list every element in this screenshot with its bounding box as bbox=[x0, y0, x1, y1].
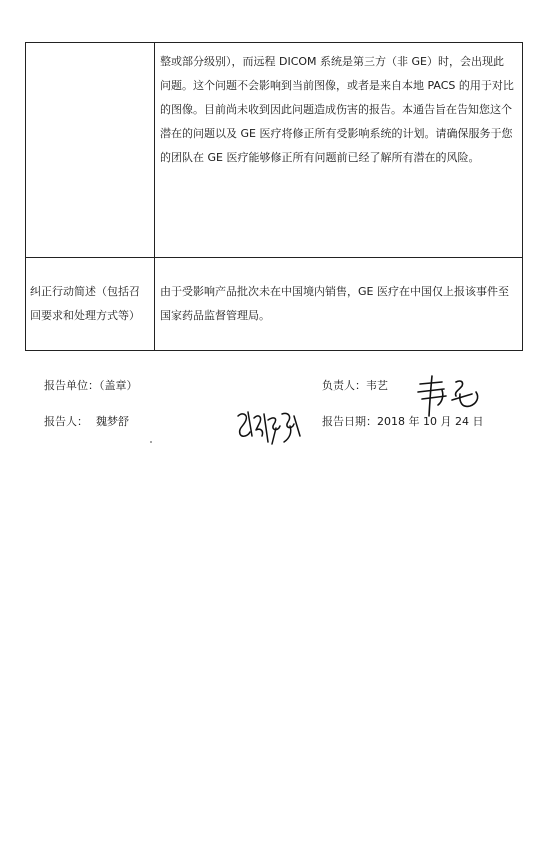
scan-speck bbox=[150, 441, 152, 443]
table-cell-corrective-action bbox=[155, 258, 523, 351]
report-table bbox=[25, 42, 523, 351]
corrective-action-label: 纠正行动简述（包括召回要求和处理方式等） bbox=[30, 285, 140, 322]
report-unit-label: 报告单位：（盖章） bbox=[44, 379, 138, 392]
table-cell-label bbox=[26, 258, 155, 351]
table-cell-description bbox=[155, 43, 523, 258]
reporter-signature-image bbox=[234, 406, 306, 448]
table-cell-empty bbox=[26, 43, 155, 258]
reporter-name: 魏梦舒 bbox=[96, 415, 129, 428]
responsible-signature-image bbox=[412, 372, 492, 420]
report-date-label: 报告日期：2018 年 10 月 24 日 bbox=[322, 415, 484, 428]
responsible-person-label: 负责人：韦艺 bbox=[322, 379, 388, 392]
reporter-label: 报告人： bbox=[44, 415, 88, 428]
table-row bbox=[26, 43, 523, 258]
description-text: 整或部分级别），而远程 DICOM 系统是第三方（非 GE）时，会出现此问题。这个问题不会影响到当前图像，或者是来自本地 PACS 的用于对比的图像。目前尚未收到因此问题造成伤害的报告。本通告旨在告知您这个潜在的问题以及 GE 医疗将修正所有受影响系统的计划。请确保服务于您的团队在 GE 医疗能够修正所有问题前已经了解所有潜在的风险。 bbox=[160, 55, 514, 164]
table-row bbox=[26, 258, 523, 351]
corrective-action-text: 由于受影响产品批次未在中国境内销售，GE 医疗在中国仅上报该事件至国家药品监督管理局。 bbox=[160, 285, 509, 322]
